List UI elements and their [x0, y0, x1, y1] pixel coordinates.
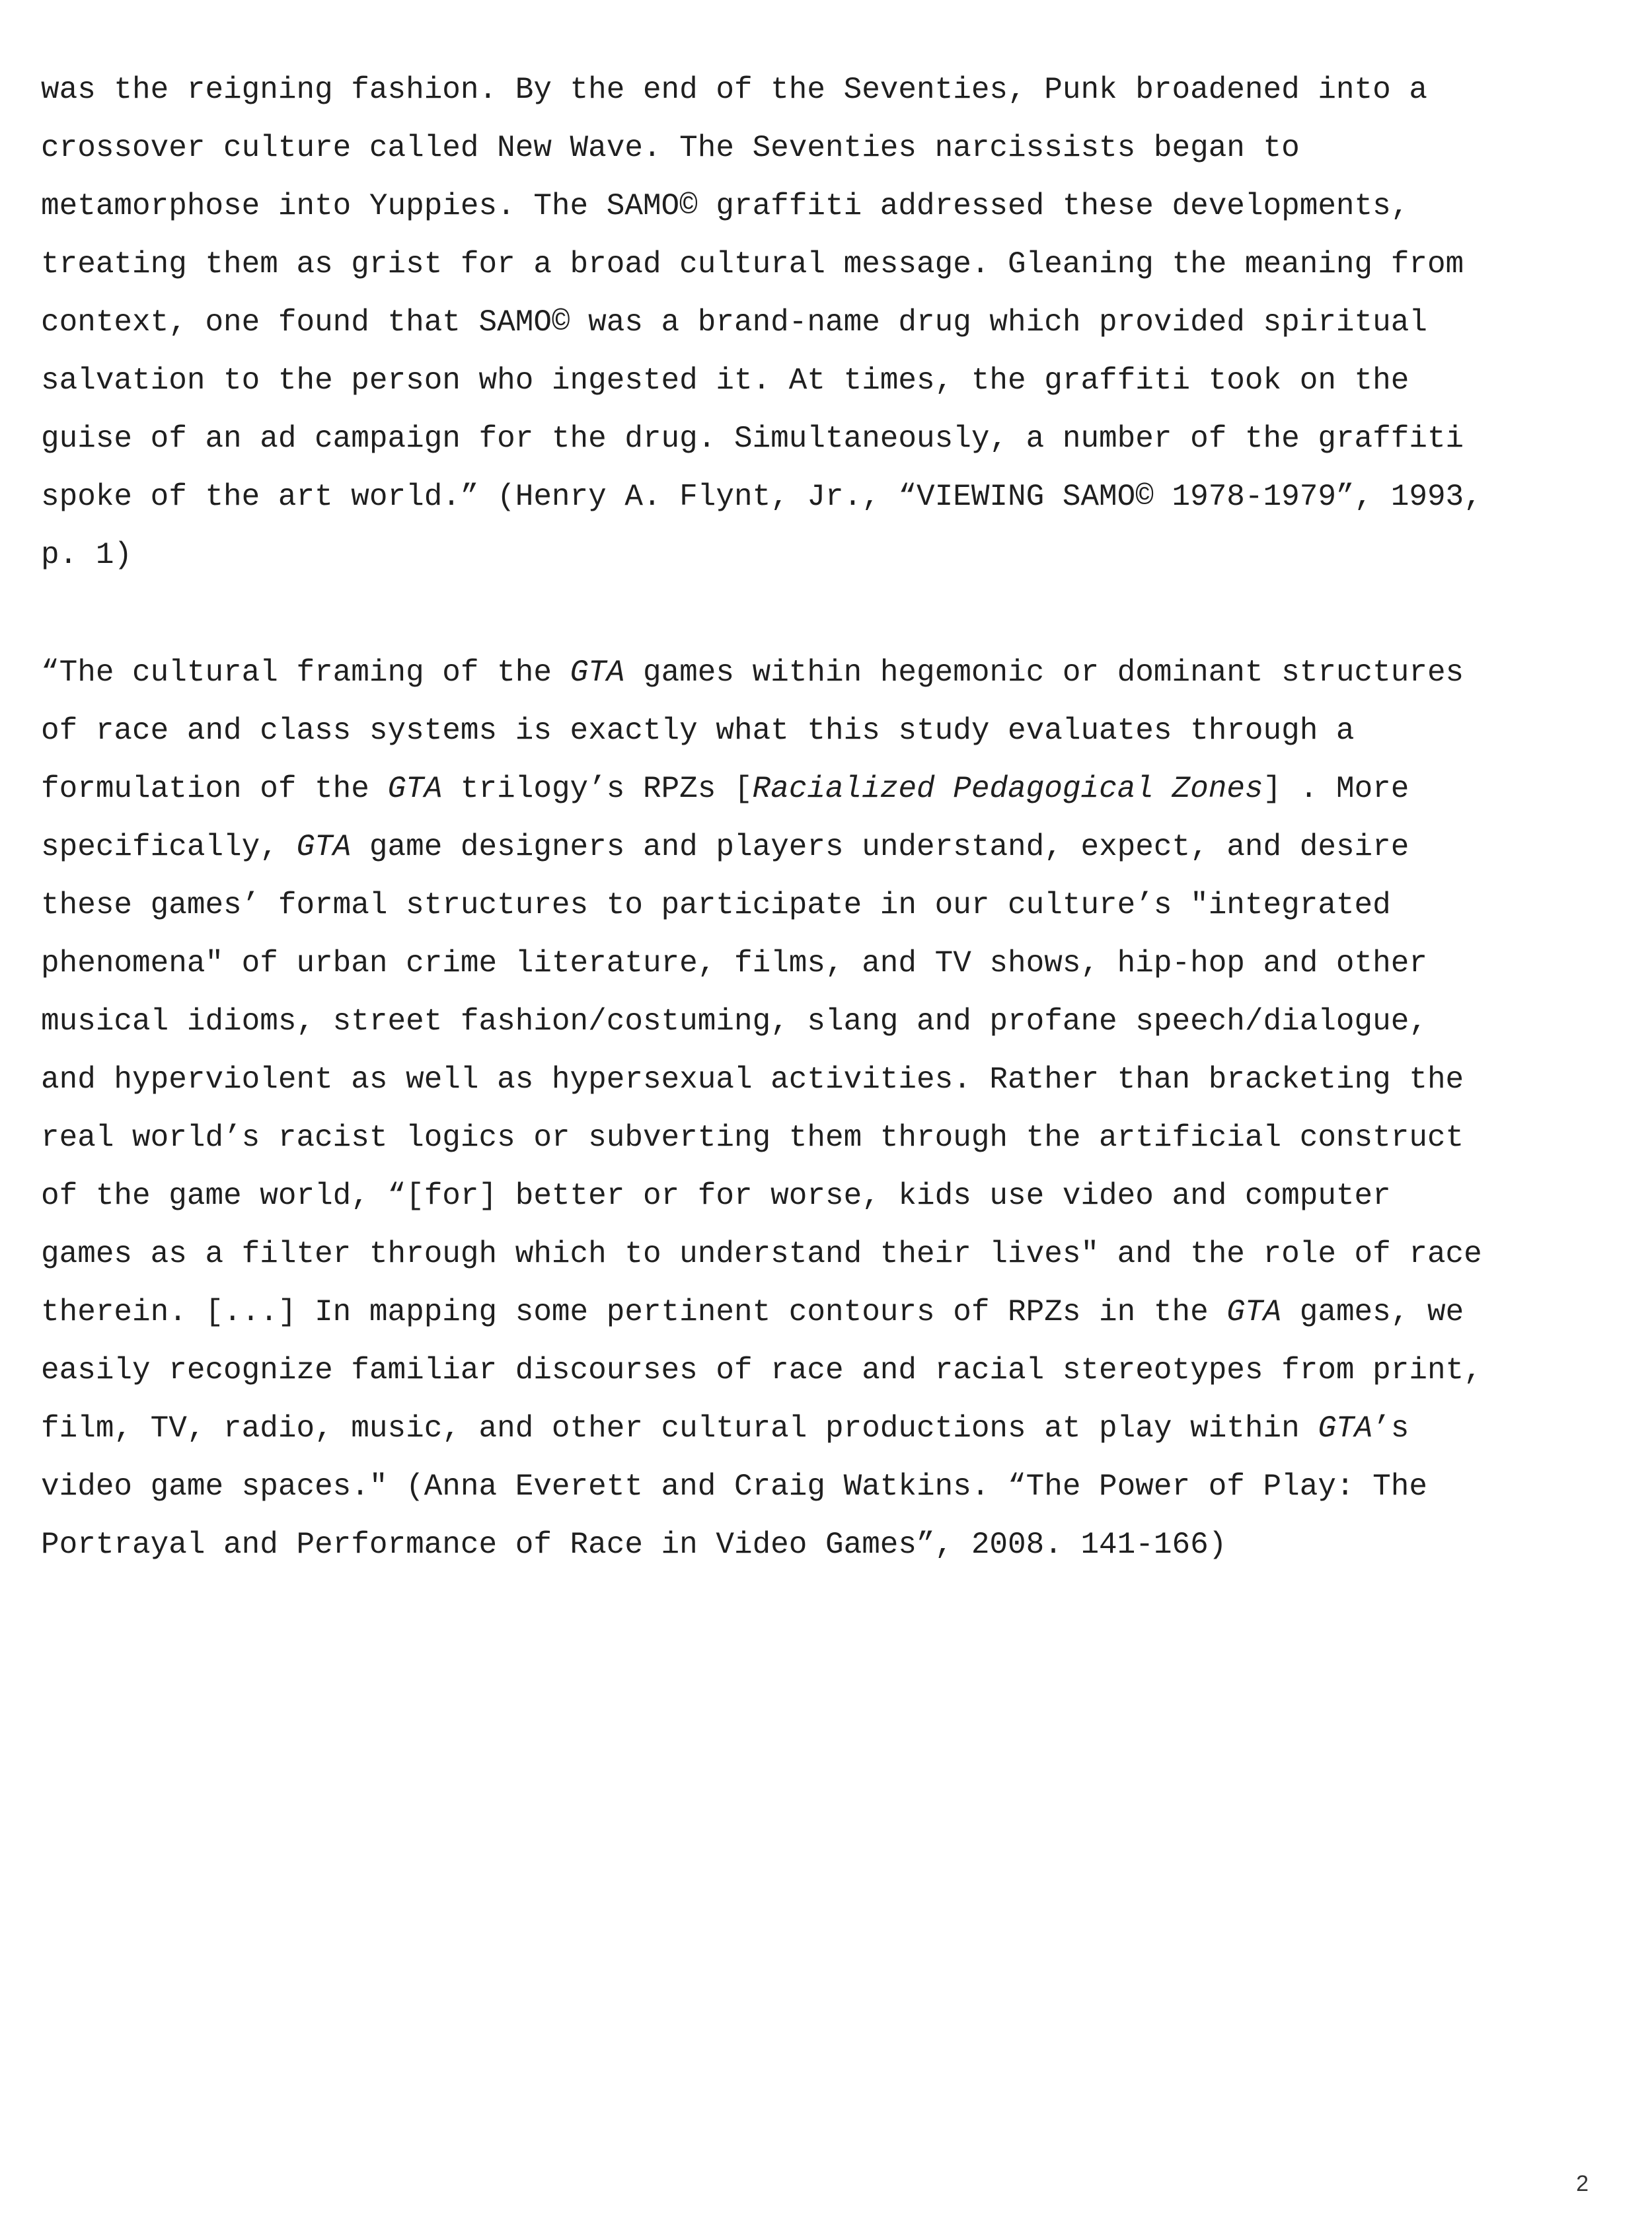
text-line: specifically, GTA game designers and players understand, expect, and desire	[41, 830, 1409, 864]
text-line: easily recognize familiar discourses of race and racial stereotypes from print,	[41, 1353, 1482, 1388]
text-line: guise of an ad campaign for the drug. Simultaneously, a number of the graffiti	[41, 422, 1464, 456]
text-line: video game spaces." (Anna Everett and Craig Watkins. “The Power of Play: The	[41, 1469, 1427, 1504]
text-line: metamorphose into Yuppies. The SAMO© graffiti addressed these developments,	[41, 189, 1409, 223]
text-line: context, one found that SAMO© was a brand-name drug which provided spiritual	[41, 305, 1427, 340]
text-line: “The cultural framing of the GTA games within hegemonic or dominant structures	[41, 655, 1464, 690]
text-line: these games’ formal structures to participate in our culture’s "integrated	[41, 888, 1391, 922]
text-line: of race and class systems is exactly what this study evaluates through a	[41, 714, 1355, 748]
text-line: of the game world, “[for] better or for worse, kids use video and computer	[41, 1179, 1391, 1213]
text-line: and hyperviolent as well as hypersexual activities. Rather than bracketing the	[41, 1062, 1464, 1097]
text-line: salvation to the person who ingested it. At times, the graffiti took on the	[41, 363, 1409, 398]
text-line: film, TV, radio, music, and other cultural productions at play within GTA’s	[41, 1411, 1409, 1446]
text-line: formulation of the GTA trilogy’s RPZs [Racialized Pedagogical Zones] . More	[41, 772, 1409, 806]
text-line: phenomena" of urban crime literature, films, and TV shows, hip-hop and other	[41, 946, 1427, 981]
page-number: 2	[1576, 2171, 1589, 2196]
text-line: treating them as grist for a broad cultural message. Gleaning the meaning from	[41, 247, 1464, 281]
text-line: crossover culture called New Wave. The Seventies narcissists began to	[41, 131, 1300, 165]
text-line: games as a filter through which to understand their lives" and the role of race	[41, 1237, 1482, 1271]
text-line: Portrayal and Performance of Race in Video Games”, 2008. 141-166)	[41, 1528, 1227, 1562]
quote-flynt	[41, 61, 1627, 584]
text-line: p. 1)	[41, 538, 133, 572]
quote-everett-watkins	[41, 644, 1627, 1574]
text-line: therein. [...] In mapping some pertinent contours of RPZs in the GTA games, we	[41, 1295, 1464, 1329]
text-line: was the reigning fashion. By the end of the Seventies, Punk broadened into a	[41, 73, 1427, 107]
text-line: spoke of the art world.” (Henry A. Flynt, Jr., “VIEWING SAMO© 1978-1979”, 1993,	[41, 480, 1482, 514]
text-line: real world’s racist logics or subverting them through the artificial construct	[41, 1121, 1464, 1155]
text-line: musical idioms, street fashion/costuming, slang and profane speech/dialogue,	[41, 1004, 1427, 1039]
